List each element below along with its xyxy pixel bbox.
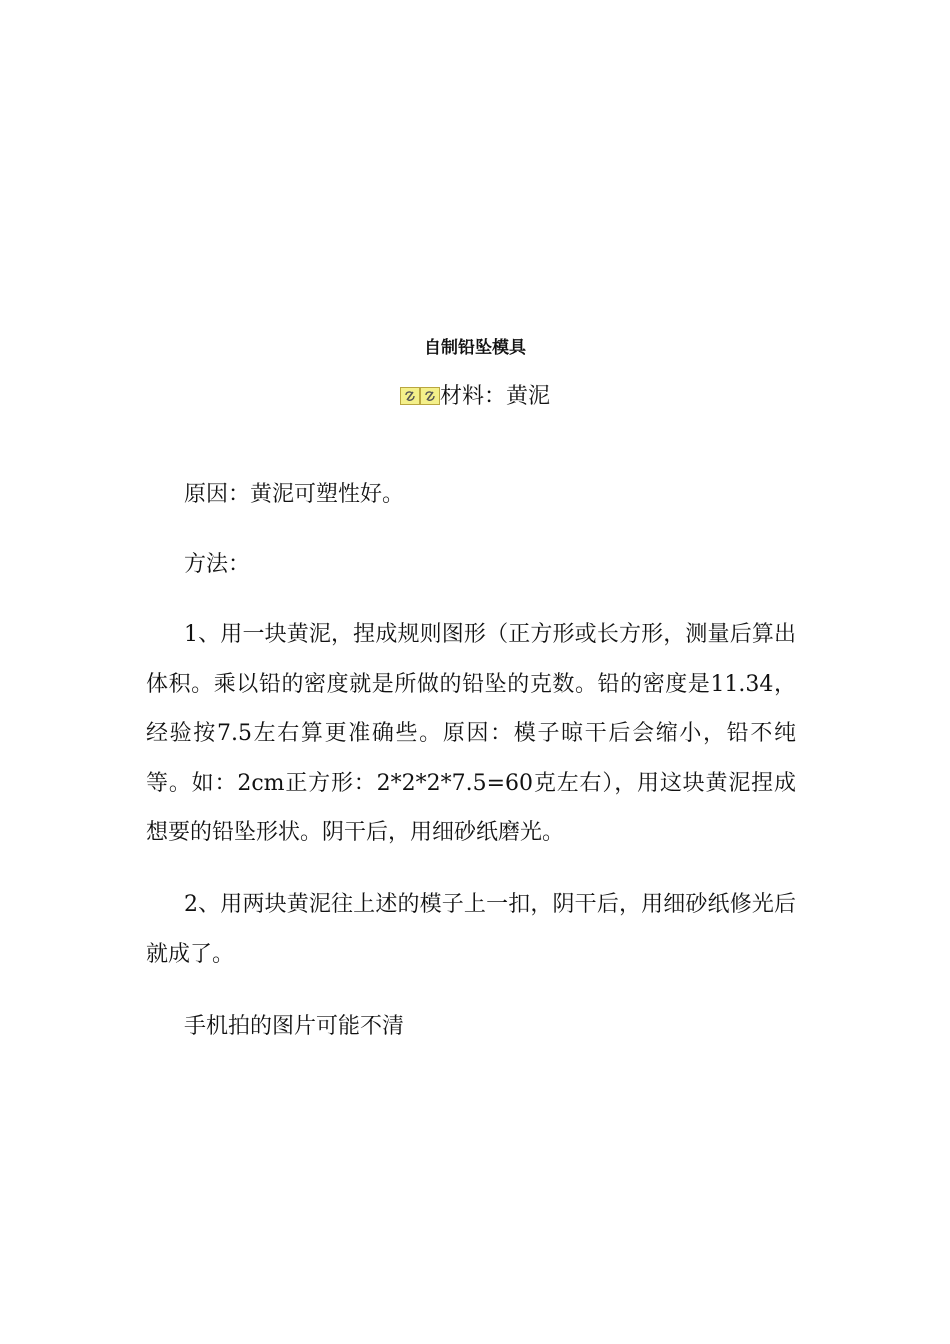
document-title: 自制铅坠模具 — [424, 338, 526, 358]
material-line — [0, 382, 950, 412]
image-placeholder-icon — [420, 387, 440, 405]
image-placeholder-icon — [400, 387, 420, 405]
material-text: 材料：黄泥 — [439, 384, 550, 409]
paragraph-note: 手机拍的图片可能不清 — [184, 1014, 405, 1039]
paragraph-reason: 原因：黄泥可塑性好。 — [184, 482, 405, 507]
paragraph-step-1: 1、用一块黄泥，捏成规则图形（正方形或长方形，测量后算出体积。乘以铅的密度就是所做的铅坠的克数。铅的密度是11.34，经验按7.5左右算更准确些。原因：模子晾干后会缩小，铅不纯等。如：2cm正方形：2*2*2*7.5=60克左右），用这块黄泥捏成想要的铅坠形状。阴干后，用细砂纸磨光。 — [146, 622, 796, 845]
paragraph-step-2: 2、用两块黄泥往上述的模子上一扣，阴干后，用细砂纸修光后就成了。 — [146, 892, 796, 967]
paragraph-method-heading: 方法： — [184, 552, 251, 577]
